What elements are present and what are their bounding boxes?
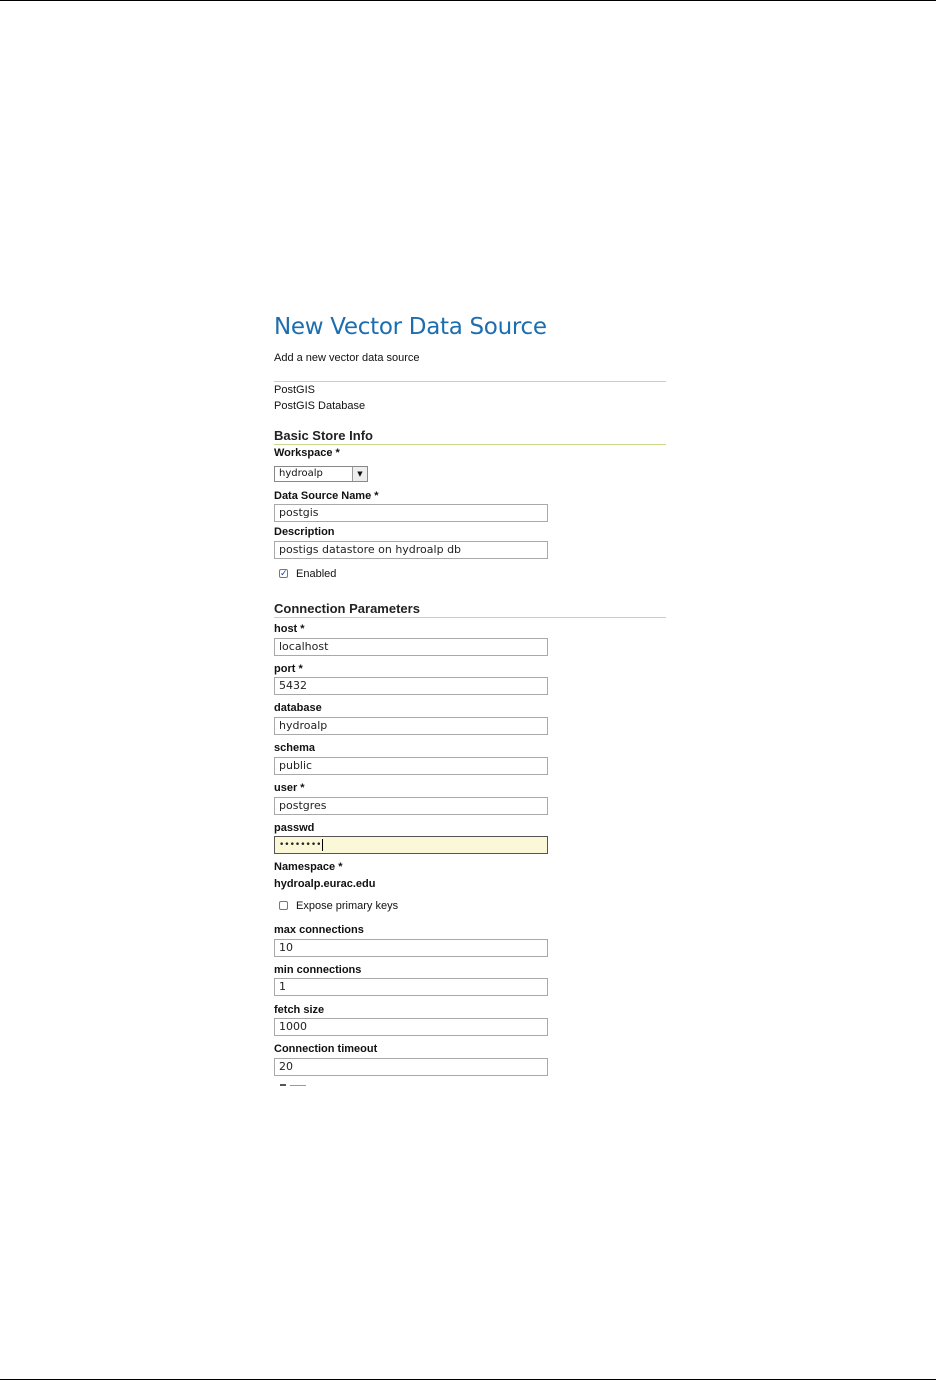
user-input[interactable]: postgres [274, 797, 548, 815]
cropped-next-row [278, 1084, 308, 1088]
min-connections-label: min connections [274, 964, 362, 976]
store-type: PostGIS [274, 384, 315, 396]
connection-timeout-input[interactable]: 20 [274, 1058, 548, 1076]
description-label: Description [274, 526, 335, 538]
workspace-value: hydroalp [279, 468, 323, 479]
max-connections-label: max connections [274, 924, 364, 936]
divider [274, 617, 666, 618]
text-caret [322, 839, 323, 851]
checkbox-unchecked-icon[interactable] [279, 901, 288, 910]
namespace-value: hydroalp.eurac.edu [274, 878, 376, 890]
database-label: database [274, 702, 322, 714]
user-label: user * [274, 782, 305, 794]
connection-timeout-label: Connection timeout [274, 1043, 378, 1055]
checkbox-checked-icon[interactable]: ✓ [280, 568, 288, 578]
passwd-value: •••••••• [279, 840, 322, 850]
port-input[interactable]: 5432 [274, 677, 548, 695]
enabled-label[interactable]: Enabled [296, 568, 337, 580]
connection-parameters-heading: Connection Parameters [274, 601, 420, 616]
host-input[interactable]: localhost [274, 638, 548, 656]
fetch-size-label: fetch size [274, 1004, 325, 1016]
basic-store-info-heading: Basic Store Info [274, 428, 373, 443]
max-connections-input[interactable]: 10 [274, 939, 548, 957]
host-label: host * [274, 623, 305, 635]
page-title: New Vector Data Source [274, 314, 547, 340]
passwd-input[interactable] [274, 836, 548, 854]
port-label: port * [274, 663, 303, 675]
fetch-size-input[interactable]: 1000 [274, 1018, 548, 1036]
vector-data-source-form [274, 310, 674, 1088]
namespace-label: Namespace * [274, 861, 343, 873]
schema-label: schema [274, 742, 315, 754]
workspace-select[interactable] [274, 466, 368, 482]
divider [274, 444, 666, 445]
workspace-label: Workspace * [274, 447, 340, 459]
expose-primary-keys-label[interactable]: Expose primary keys [296, 900, 399, 912]
min-connections-input[interactable]: 1 [274, 978, 548, 996]
data-source-name-input[interactable]: postgis [274, 504, 548, 522]
page-subtitle: Add a new vector data source [274, 352, 420, 364]
data-source-name-label: Data Source Name * [274, 490, 379, 502]
database-input[interactable]: hydroalp [274, 717, 548, 735]
passwd-label: passwd [274, 822, 315, 834]
schema-input[interactable]: public [274, 757, 548, 775]
chevron-down-icon[interactable]: ▼ [352, 467, 367, 481]
description-input[interactable]: postigs datastore on hydroalp db [274, 541, 548, 559]
store-description: PostGIS Database [274, 400, 366, 412]
page-top-rule [0, 0, 936, 1]
page-bottom-rule [0, 1379, 936, 1380]
divider [274, 381, 666, 382]
